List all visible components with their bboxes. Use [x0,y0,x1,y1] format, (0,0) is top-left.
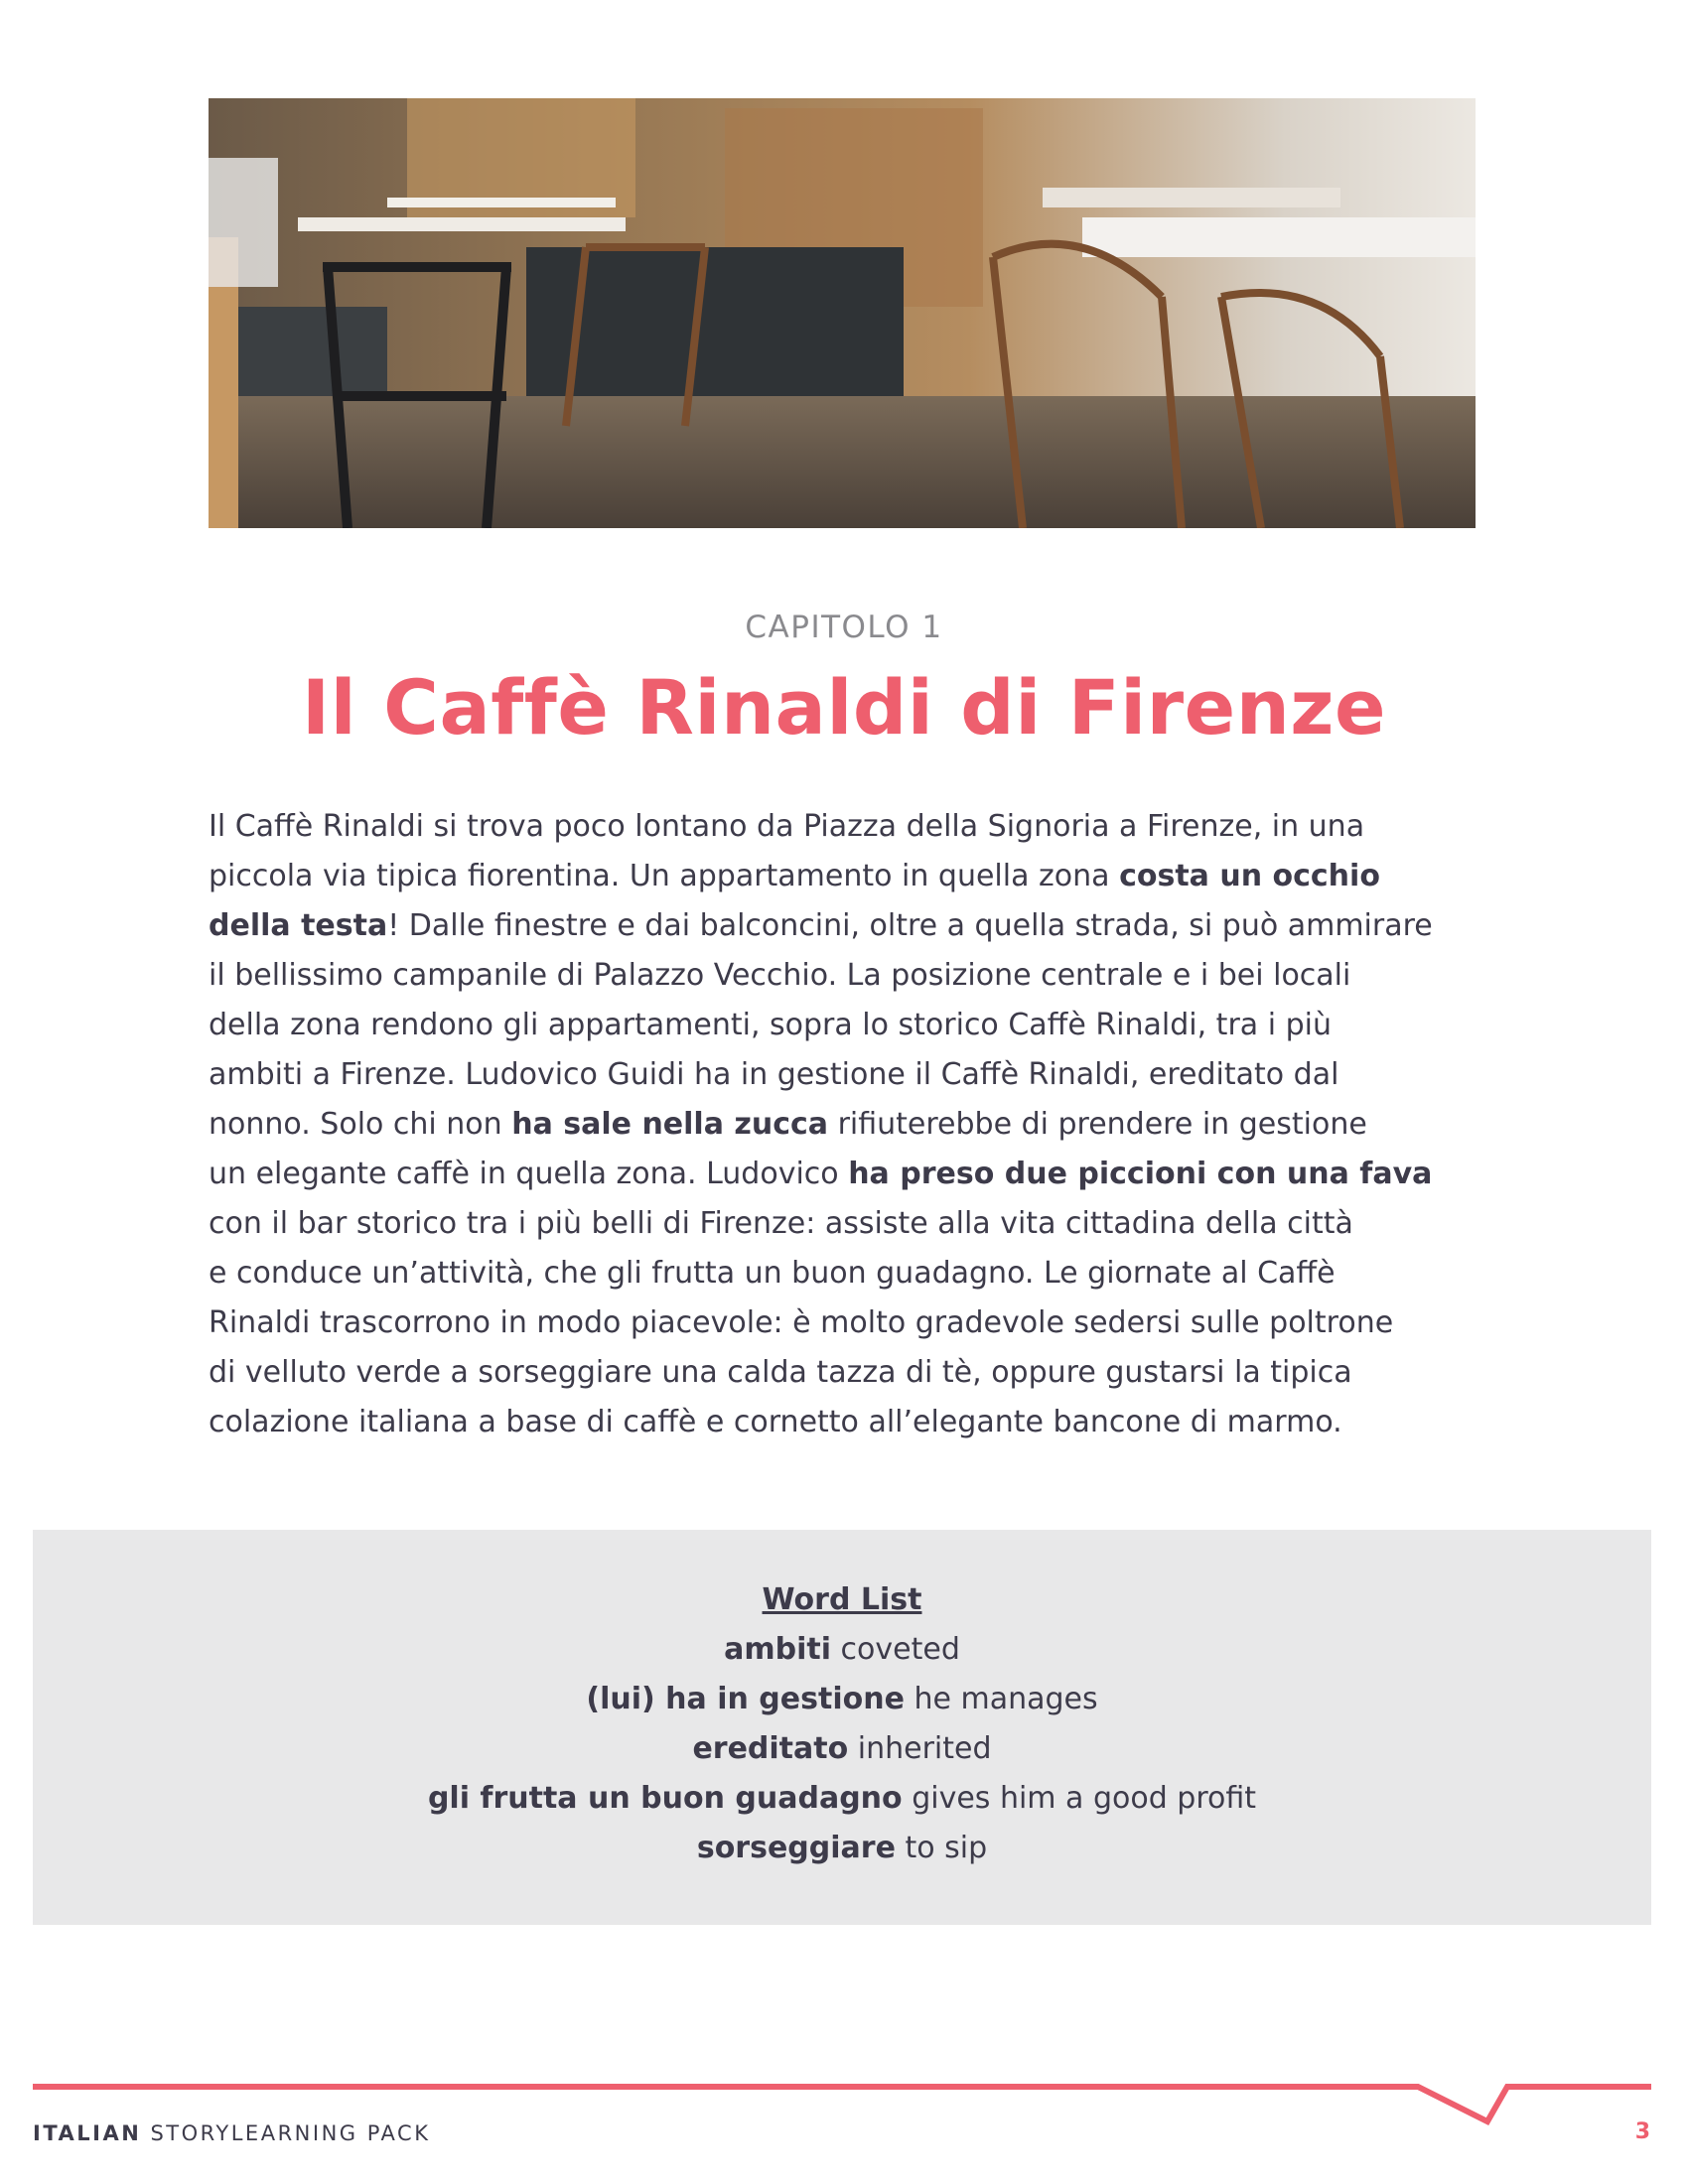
story-segment: rifiuterebbe di prendere in gestione [828,1107,1367,1142]
story-segment: un elegante caffè in quella zona. Ludovico [209,1157,849,1191]
idiom-highlight: ha preso due piccioni con una fava [848,1157,1433,1191]
story-segment: nonno. Solo chi non [209,1107,512,1142]
story-line [209,802,1489,852]
story-text [209,802,1489,1447]
story-line [209,1150,1489,1199]
word-meaning: coveted [840,1632,960,1667]
word-list-title: Word List [762,1582,922,1617]
story-segment: Rinaldi trascorrono in modo piacevole: è molto gradevole sedersi sulle poltrone [209,1305,1394,1340]
footer-brand-bold: ITALIAN [33,2121,142,2145]
story-line [209,1249,1489,1298]
story-line [209,1298,1489,1348]
word-term: sorseggiare [696,1831,896,1865]
word-list-box [33,1530,1651,1925]
story-line [209,1050,1489,1100]
story-segment: con il bar storico tra i più belli di Firenze: assiste alla vita cittadina della città [209,1206,1353,1241]
idiom-highlight: ha sale nella zucca [511,1107,829,1142]
page-number: 3 [1634,2119,1650,2144]
word-term: ereditato [692,1731,849,1766]
word-term: (lui) ha in gestione [586,1682,905,1716]
story-segment: di velluto verde a sorseggiare una calda tazza di tè, oppure gustarsi la tipica [209,1355,1352,1390]
word-list-item [33,1824,1651,1873]
word-meaning: to sip [905,1831,988,1865]
word-meaning: he manages [914,1682,1098,1716]
word-list-item [33,1625,1651,1675]
story-segment: ambiti a Firenze. Ludovico Guidi ha in gestione il Caffè Rinaldi, ereditato dal [209,1057,1339,1092]
story-line [209,1398,1489,1447]
story-line [209,1001,1489,1050]
word-meaning: inherited [857,1731,992,1766]
footer-brand-rest: STORYLEARNING PACK [141,2121,431,2145]
word-meaning: gives him a good profit [912,1781,1257,1816]
story-line [209,901,1489,951]
word-term: gli frutta un buon guadagno [427,1781,903,1816]
story-segment: piccola via tipica fiorentina. Un appartamento in quella zona [209,859,1120,893]
story-segment: il bellissimo campanile di Palazzo Vecchio. La posizione centrale e i bei locali [209,958,1351,993]
word-list-item [33,1774,1651,1824]
footer-brand [33,2121,430,2145]
story-line [209,1100,1489,1150]
story-line [209,1199,1489,1249]
story-segment: colazione italiana a base di caffè e cornetto all’elegante bancone di marmo. [209,1405,1342,1439]
story-segment: e conduce un’attività, che gli frutta un buon guadagno. Le giornate al Caffè [209,1256,1336,1291]
chapter-label: CAPITOLO 1 [745,610,943,645]
story-segment: Il Caffè Rinaldi si trova poco lontano da Piazza della Signoria a Firenze, in una [209,809,1365,844]
cafe-interior-photo [209,98,1476,528]
chapter-title: Il Caffè Rinaldi di Firenze [301,663,1387,751]
word-term: ambiti [724,1632,831,1667]
idiom-highlight: della testa [209,908,388,943]
story-segment: ! Dalle finestre e dai balconcini, oltre a quella strada, si può ammirare [387,908,1433,943]
hero-image [209,98,1476,528]
word-list-item [33,1724,1651,1774]
story-line [209,1348,1489,1398]
story-line [209,852,1489,901]
story-line [209,951,1489,1001]
idiom-highlight: costa un occhio [1119,859,1380,893]
story-segment: della zona rendono gli appartamenti, sopra lo storico Caffè Rinaldi, tra i più [209,1008,1332,1042]
word-list-item [33,1675,1651,1724]
